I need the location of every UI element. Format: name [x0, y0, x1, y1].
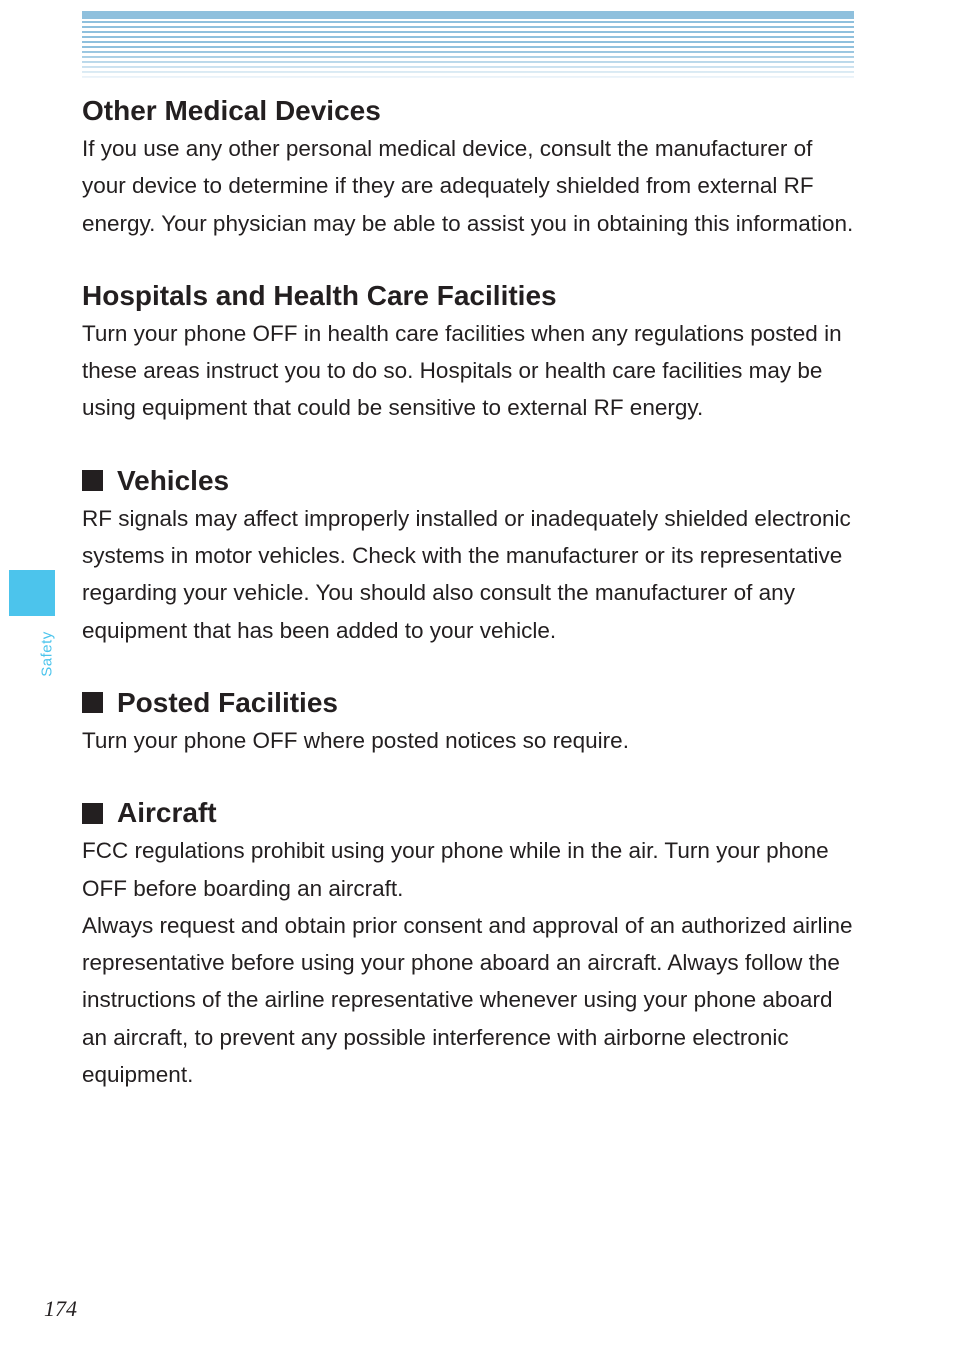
section-tab-marker	[9, 570, 55, 616]
square-bullet-icon	[82, 470, 103, 491]
page-number: 174	[44, 1296, 77, 1321]
section-title: Hospitals and Health Care Facilities	[82, 279, 557, 311]
section-hospitals	[82, 277, 857, 427]
section-tab-label: Safety	[38, 631, 56, 677]
section-paragraph: Always request and obtain prior consent and approval of an authorized airline representative before using your phone aboard an aircraft. Always follow the instructions of the airline representative whenever using your phone aboard an aircraft, to prevent any possible interference with airborne electronic equipment.	[82, 912, 853, 1088]
section-title: Other Medical Devices	[82, 95, 381, 126]
section-paragraph: RF signals may affect improperly installed or inadequately shielded electronic systems in motor vehicles. Check with the manufacturer or its representative regarding your vehicle. You should also consult the manufacturer of any equipment that has been added to your vehicle.	[82, 505, 851, 643]
section-paragraph: FCC regulations prohibit using your phone while in the air. Turn your phone OFF before boarding an aircraft.	[82, 838, 829, 901]
section-other-medical-devices	[82, 92, 857, 242]
section-posted-facilities	[82, 684, 857, 759]
section-vehicles	[82, 462, 857, 649]
section-title: Vehicles	[117, 464, 230, 496]
header-decorative-band	[82, 11, 854, 78]
section-aircraft	[82, 794, 857, 1093]
section-paragraph: If you use any other personal medical device, consult the manufacturer of your device to determine if they are adequately shielded from external RF energy. Your physician may be able to assist you in obtaining this information.	[82, 136, 854, 236]
section-paragraph: Turn your phone OFF where posted notices so require.	[82, 727, 629, 753]
square-bullet-icon	[82, 803, 103, 824]
section-title: Posted Facilities	[117, 686, 338, 718]
section-title: Aircraft	[117, 797, 217, 829]
section-paragraph: Turn your phone OFF in health care facilities when any regulations posted in these areas instruct you to do so. Hospitals or health care facilities may be using equipment that could be sensitive to external RF energy.	[82, 320, 842, 421]
square-bullet-icon	[82, 692, 103, 713]
page-content	[82, 92, 857, 1093]
